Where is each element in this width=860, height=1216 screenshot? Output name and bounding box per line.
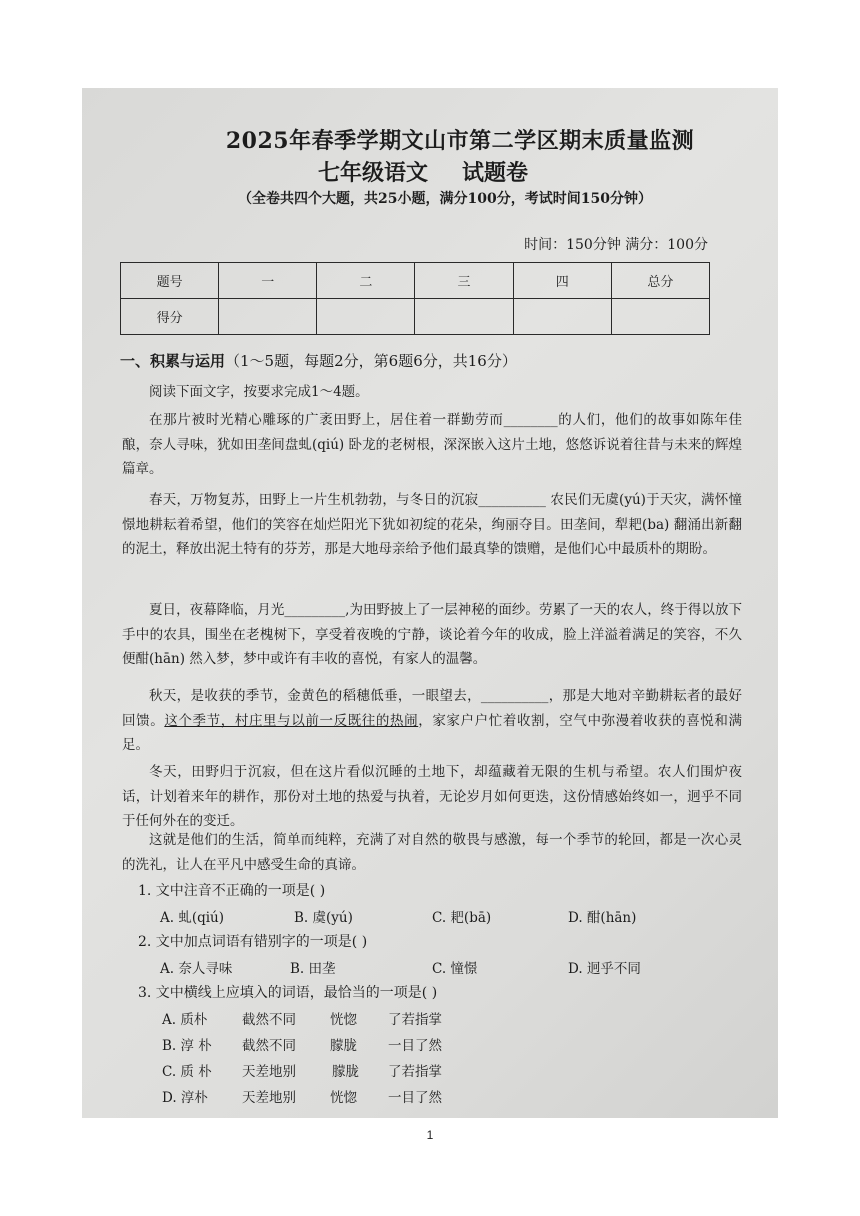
paragraph-4-part-2: ，家家户户忙着收割，空气中弥漫着收获的喜悦和满足。 (122, 712, 743, 753)
q3-option-c-word-4: 了若指掌 (388, 1064, 442, 1080)
q3-option-a-label: A. 质朴 (162, 1012, 208, 1028)
score-cell (219, 299, 317, 335)
score-cell (611, 299, 709, 335)
q3-option-c-label: C. 质 朴 (162, 1064, 212, 1080)
q3-option-d-label: D. 淳朴 (162, 1090, 208, 1106)
passage-paragraph-3: 夏日，夜幕降临，月光_________,为田野披上了一层神秘的面纱。劳累了一天的农人，终于得以放下手中的农具，围坐在老槐树下，享受着夜晚的宁静，谈论着今年的收成，脸上洋溢着满足的笑容，不久便酣(hān) 然入梦，梦中或许有丰收的喜悦，有家人的温馨。 (122, 602, 742, 667)
q3-option-b-word-2: 截然不同 (242, 1038, 296, 1054)
exam-instructions: （全卷共四个大题，共25小题，满分100分，考试时间150分钟） (238, 191, 652, 207)
q3-option-a-word-2: 截然不同 (242, 1012, 296, 1028)
score-cell (415, 299, 513, 335)
paragraph-4-part-1: 秋天，是收获的季节，金黄色的稻穗低垂，一眼望去，__________，那是大地对辛勤耕耘者的最好回馈。 (122, 688, 742, 729)
q3-option-b-word-4: 一目了然 (388, 1038, 442, 1054)
q3-option-b-word-3: 朦胧 (330, 1038, 357, 1054)
passage-paragraph-5: 冬天，田野归于沉寂，但在这片看似沉睡的土地下，却蕴藏着无限的生机与希望。农人们围炉夜话，计划着来年的耕作，那份对土地的热爱与执着，无论岁月如何更迭，这份情感始终如一，迥乎不同于任何外在的变迁。 (122, 764, 742, 829)
section-heading (120, 350, 517, 371)
score-table-header: 一 (219, 263, 317, 299)
score-table-header: 二 (317, 263, 415, 299)
section-title: 一、积累与运用 (120, 352, 226, 370)
q3-option-a-word-3: 恍惚 (330, 1012, 357, 1028)
q2-option-d: D. 迥乎不同 (568, 961, 641, 977)
grade-subject: 七年级语文 (317, 160, 428, 186)
underlined-sentence: 这个季节，村庄里与以前一反既往的热闹 (164, 712, 419, 729)
score-table-header: 总分 (611, 263, 709, 299)
question-1: 1. 文中注音不正确的一项是( ) (138, 883, 326, 899)
q3-option-d-word-3: 恍惚 (330, 1090, 357, 1106)
score-cell (513, 299, 611, 335)
q2-option-c: C. 憧憬 (432, 961, 478, 977)
passage-paragraph-4 (122, 684, 742, 758)
q3-option-c-word-2: 天差地别 (242, 1064, 296, 1080)
q3-option-d-word-4: 一目了然 (388, 1090, 442, 1106)
score-table-header: 四 (513, 263, 611, 299)
exam-subtitle (82, 156, 778, 187)
exam-title: 2025年春季学期文山市第二学区期末质量监测 (225, 128, 695, 154)
time-score-line: 时间：150分钟 满分：100分 (524, 237, 708, 253)
question-2: 2. 文中加点词语有错别字的一项是( ) (138, 934, 368, 950)
q3-option-c-word-3: 朦胧 (332, 1064, 359, 1080)
q1-option-a: A. 虬(qiú) (160, 910, 225, 926)
score-table (120, 262, 710, 335)
q1-option-c: C. 耙(bā) (432, 910, 492, 926)
passage-paragraph-1: 在那片被时光精心雕琢的广袤田野上，居住着一群勤劳而________的人们，他们的故事如陈年佳酿，奈人寻味，犹如田垄间盘虬(qiú) 卧龙的老树根，深深嵌入这片土地，悠悠诉说着往昔与未来的辉煌篇章。 (122, 412, 742, 477)
scanned-page (82, 88, 778, 1118)
q1-option-b: B. 虞(yú) (294, 910, 353, 926)
q3-option-b-label: B. 淳 朴 (162, 1038, 212, 1054)
score-row-label: 得分 (121, 299, 219, 335)
score-table-header: 三 (415, 263, 513, 299)
section-note: （1～5题，每题2分，第6题6分，共16分） (225, 352, 517, 370)
reading-instruction: 阅读下面文字，按要求完成1～4题。 (149, 384, 369, 400)
q2-option-a: A. 奈人寻味 (160, 961, 233, 977)
score-cell (317, 299, 415, 335)
passage-paragraph-2: 春天，万物复苏，田野上一片生机勃勃，与冬日的沉寂__________ 农民们无虞(yú)于天灾，满怀憧憬地耕耘着希望，他们的笑容在灿烂阳光下犹如初绽的花朵，绚丽夺目。田垄间，犁耙(ba) 翻涌出新翻的泥土，释放出泥土特有的芬芳，那是大地母亲给予他们最真挚的馈赠，是他们心中最质朴的期盼。 (122, 492, 742, 557)
paper-type: 试题卷 (462, 160, 529, 186)
q3-option-a-word-4: 了若指掌 (388, 1012, 442, 1028)
page-number: 1 (426, 1128, 434, 1142)
score-table-header: 题号 (121, 263, 219, 299)
score-table-score-row (121, 299, 710, 335)
q1-option-d: D. 酣(hān) (568, 910, 637, 926)
question-3: 3. 文中横线上应填入的词语，最恰当的一项是( ) (138, 985, 438, 1001)
q3-option-d-word-2: 天差地别 (242, 1090, 296, 1106)
q2-option-b: B. 田垄 (290, 961, 336, 977)
passage-paragraph-6: 这就是他们的生活，简单而纯粹，充满了对自然的敬畏与感激，每一个季节的轮回，都是一次心灵的洗礼，让人在平凡中感受生命的真谛。 (122, 832, 742, 873)
score-table-header-row (121, 263, 710, 299)
